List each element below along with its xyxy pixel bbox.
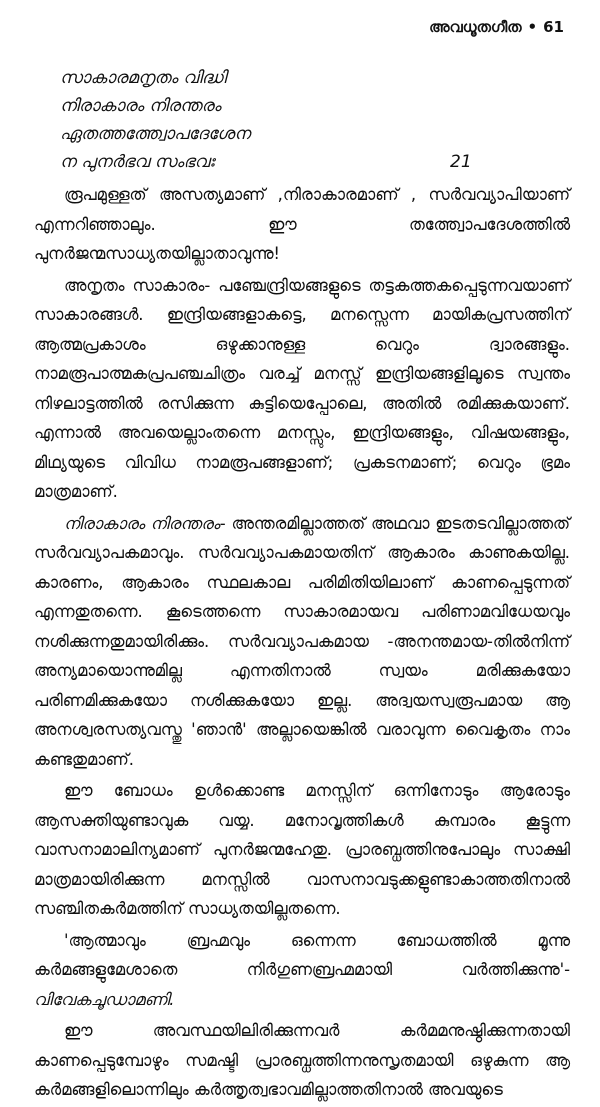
page-number: 61 bbox=[543, 18, 564, 36]
running-header bbox=[429, 18, 564, 36]
verse-line-with-number bbox=[60, 148, 480, 176]
paragraph: രൂപമുള്ളത് അസത്യമാണ് ,നിരാകാരമാണ് , സർവവ്യാപിയാണ് എന്നറിഞ്ഞാലും. ഈ തത്ത്വോപദേശത്തിൽ പുനർജന്മസാധ്യതയില്ലാതാവുന്നു! bbox=[34, 185, 570, 263]
paragraph: ഈ ബോധം ഉൾക്കൊണ്ട മനസ്സിന് ഒന്നിനോടും ആരോടും ആസക്തിയുണ്ടാവുക വയ്യ. മനോവൃത്തികൾ കുമ്പാരം കൂട്ടുന്ന വാസനാമാലിന്യമാണ് പുനർജന്മഹേതു. പ്രാരബ്ധത്തിനുപോലും സാക്ഷി മാത്രമായിരിക്കുന്ന മനസ്സിൽ വാസനാവടുക്കളുണ്ടാകാത്തതിനാൽ സഞ്ചിതകർമത്തിന് സാധ്യതയില്ലതന്നെ. bbox=[34, 781, 570, 918]
commentary-body bbox=[34, 180, 570, 1107]
paragraph bbox=[34, 509, 570, 775]
paragraph-text: - അന്തരമില്ലാത്തത് അഥവാ ഇടതടവില്ലാത്തത് സർവവ്യാപകമാവും. സർവവ്യാപകമായതിന് ആകാരം കാണുകയില്ല. കാരണം, ആകാരം സ്ഥലകാല പരിമിതിയിലാണ് കാണപ്പെടുന്നത് എന്നതുതന്നെ. കൂടെത്തന്നെ സാകാരമായവ പരിണാമവിധേയവും നശിക്കുന്നതുമായിരിക്കും. സർവവ്യാപകമായ -അനന്തമായ-തിൽനിന്ന് അന്യമായൊന്നുമില്ല എന്നതിനാൽ സ്വയം മരിക്കുകയോ പരിണമിക്കുകയോ നശിക്കുകയോ ഇല്ല. അദ്വയസ്വരൂപമായ ആ അനശ്വരസത്യവസ്തു 'ഞാൻ' അല്ലായെങ്കിൽ വരാവുന്ന വൈകൃതം നാം കണ്ടതുമാണ്. bbox=[34, 513, 570, 769]
book-title: അവധൂതഗീത bbox=[429, 18, 522, 36]
verse-block bbox=[60, 64, 480, 176]
header-separator: • bbox=[527, 18, 538, 36]
quote-source: വിവേകചൂഡാമണി. bbox=[34, 989, 175, 1009]
paragraph: അനൃതം സാകാരം- പഞ്ചേന്ദ്രിയങ്ങളുടെ തട്ടകത്തകപ്പെടുന്നവയാണ് സാകാരങ്ങൾ. ഇന്ദ്രിയങ്ങളാകട്ടെ, മനസ്സെന്ന മായികപ്രസത്തിന് ആത്മപ്രകാശം ഒഴുക്കാനുള്ള വെറും ദ്വാരങ്ങളും. നാമരൂപാത്മകപ്രപഞ്ചചിത്രം വരച്ച് മനസ്സ് ഇന്ദ്രിയങ്ങളിലൂടെ സ്വന്തം നിഴലാട്ടത്തിൽ രസിക്കുന്ന കുട്ടിയെപ്പോലെ, അതിൽ രമിക്കുകയാണ്. എന്നാൽ അവയെല്ലാംതന്നെ മനസ്സും, ഇന്ദ്രിയങ്ങളും, വിഷയങ്ങളും, മിഥ്യയുടെ വിവിധ നാമരൂപങ്ങളാണ്; പ്രകടനമാണ്; വെറും ഭ്രമം മാത്രമാണ്. bbox=[34, 275, 570, 501]
quote-text: 'ആത്മാവും ബ്രഹ്മവും ഒന്നെന്ന ബോധത്തിൽ മൂന്നു കർമങ്ങളുമേശാതെ നിർഗുണബ്രഹ്മമായി വർത്തിക്കുന്നു'- bbox=[34, 930, 570, 979]
paragraph: ഈ അവസ്ഥയിലിരിക്കുന്നവർ കർമമനുഷ്ഠിക്കുന്നതായി കാണപ്പെടുമ്പോഴും സമഷ്ടി പ്രാരബ്ധത്തിന്നനുസൃതമായി ഒഴുകുന്ന ആ കർമങ്ങളിലൊന്നിലും കർത്തൃത്വഭാവമില്ലാത്തതിനാൽ അവയുടെ bbox=[34, 1021, 570, 1099]
verse-line: ന പുനർഭവ സംഭവഃ bbox=[60, 152, 215, 172]
quote-paragraph bbox=[34, 926, 570, 1015]
verse-line: നിരാകാരം നിരന്തരം bbox=[60, 96, 221, 116]
verse-number: 21 bbox=[450, 152, 472, 172]
verse-line: ഏതത്തത്ത്വോപദേശേന bbox=[60, 124, 251, 144]
verse-line: സാകാരമനൃതം വിദ്ധി bbox=[60, 68, 227, 88]
italic-term: നിരാകാരം നിരന്തരം bbox=[64, 513, 220, 533]
